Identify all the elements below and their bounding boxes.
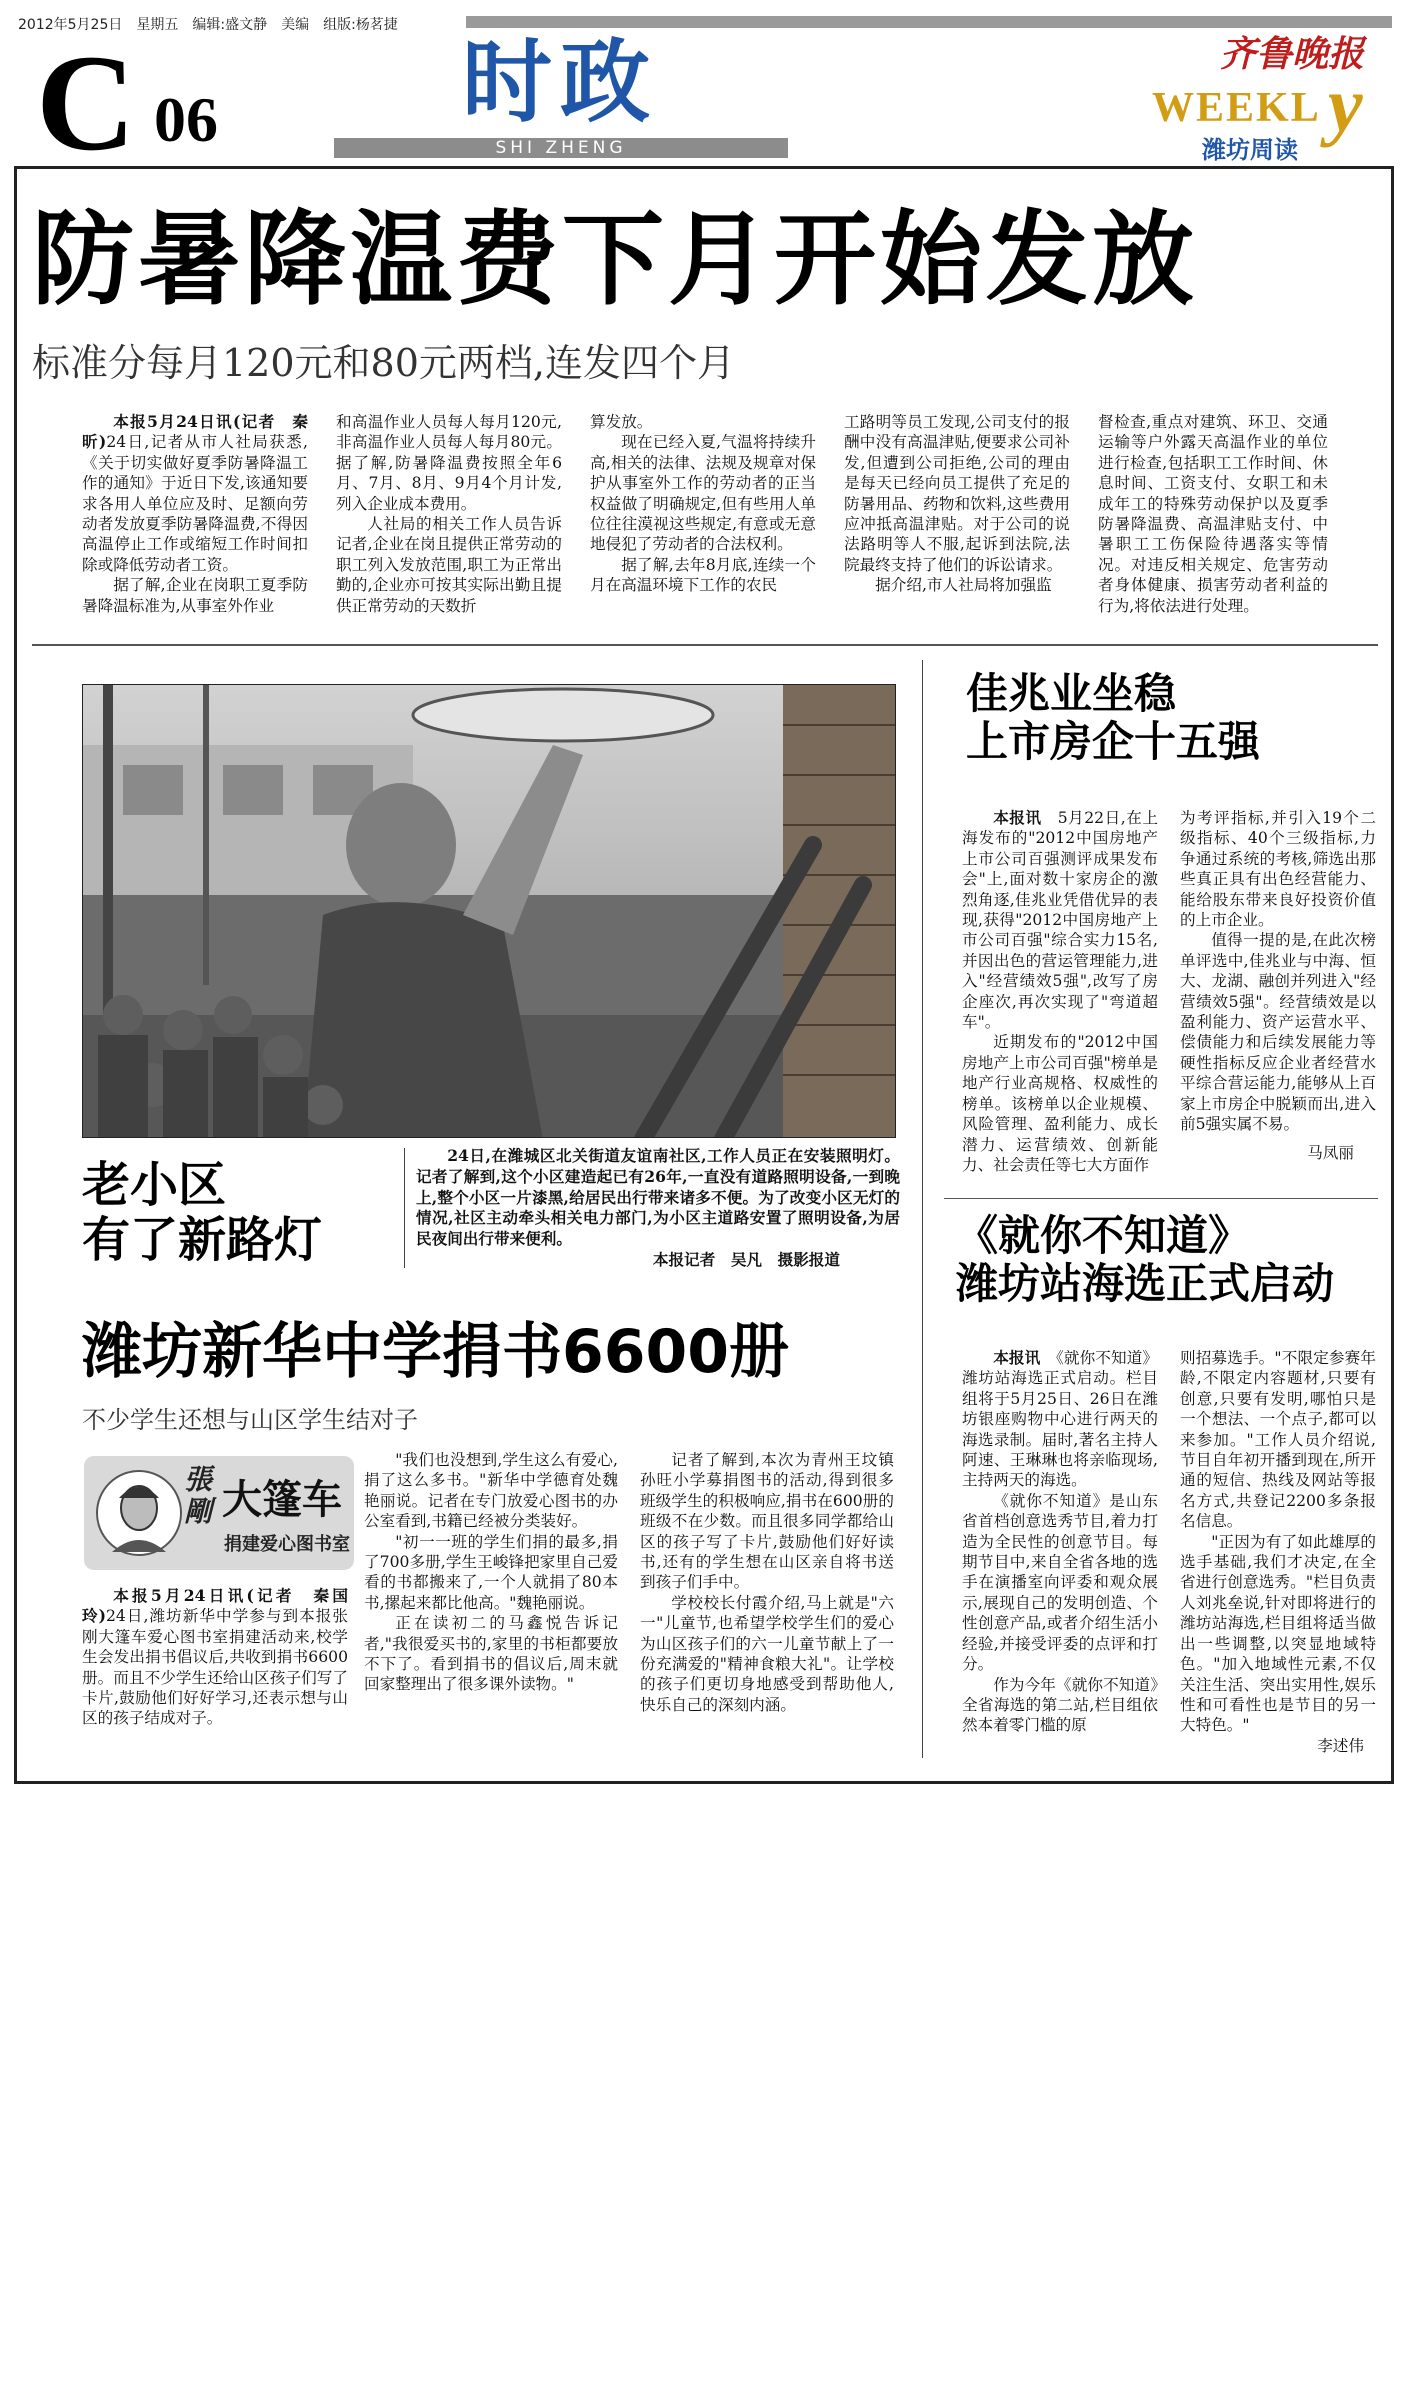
lead-subhead: 标准分每月120元和80元两档,连发四个月 <box>32 341 735 385</box>
paragraph: 工路明等员工发现,公司支付的报酬中没有高温津贴,便要求公司补发,但遭到公司拒绝,公司的理由是每天已经向员工提供了充足的防暑用品、药物和饮料,这些费用应冲抵高温津贴。对于公司的说法路明等人不服,起诉到法院,法院最终支持了他们的诉讼请求。 <box>844 413 1070 574</box>
property-column-2 <box>1180 808 1376 1163</box>
lead-dateline: 本报5月24日讯(记者 秦昕) <box>82 412 308 452</box>
lead-column-2 <box>336 412 562 616</box>
dateline: 2012年5月25日 星期五 编辑:盛文静 美编 组版:杨茗捷 <box>18 17 398 33</box>
paragraph: 学校校长付霞介绍,马上就是"六一"儿童节,也希望学校学生们的爱心为山区孩子们的六一儿童节献上了一份充满爱的"精神食粮大礼"。让学校的孩子们更切身地感受到帮助他人,快乐自己的深刻内涵。 <box>640 1593 894 1714</box>
paragraph: 《就你不知道》潍坊站海选正式启动。栏目组将于5月25日、26日在潍坊银座购物中心进行两天的海选录制。届时,著名主持人阿速、王琳琳也将亲临现场,主持两天的海选。 <box>962 1349 1158 1490</box>
photo-credit: 本报记者 吴凡 摄影报道 <box>652 1249 840 1269</box>
lead-column-5 <box>1098 412 1328 616</box>
paragraph: 据了解,企业在岗职工夏季防暑降温标准为,从事室外作业 <box>82 576 308 615</box>
property-headline-line-1: 佳兆业坐稳 <box>966 669 1177 718</box>
badge-subtitle: 捐建爱心图书室 <box>224 1534 350 1555</box>
section-pinyin: SHI ZHENG <box>495 138 627 158</box>
tv-column-2 <box>1180 1348 1376 1756</box>
paragraph: 近期发布的"2012中国房地产上市公司百强"榜单是地产行业高规格、权威性的榜单。该榜单以企业规模、风险管理、盈利能力、成长潜力、运营绩效、创新能力、社会责任等七大方面作 <box>962 1033 1158 1174</box>
school-headline: 潍坊新华中学捐书6600册 <box>82 1317 789 1387</box>
weekly-logo: WEEKL <box>1152 85 1321 131</box>
paragraph: "我们也没想到,学生这么有爱心,捐了这么多书。"新华中学德育处魏艳丽说。记者在专门放爱心图书的办公室看到,书籍已经被分类装好。 <box>364 1451 618 1531</box>
photo-headline-line-2: 有了新路灯 <box>82 1212 323 1269</box>
page-number: 06 <box>154 84 218 155</box>
tv-headline-line-1: 《就你不知道》 <box>956 1211 1251 1260</box>
paragraph: 则招募选手。"不限定参赛年龄,不限定内容题材,只要有创意,只要有发明,哪怕只是一个想法、一个点子,都可以来参加。"工作人员介绍说,节目自年初开播到现在,所开通的短信、热线及网站等报名方式,共登记2200多条报名信息。 <box>1180 1349 1376 1531</box>
paragraph: 24日,记者从市人社局获悉,《关于切实做好夏季防暑降温工作的通知》于近日下发,该通知要求各用人单位应及时、足额向劳动者发放夏季防暑降温费,不得因高温停止工作或缩短工作时间扣除或降低劳动者工资。 <box>82 433 308 574</box>
paragraph: 据了解,去年8月底,连续一个月在高温环境下工作的农民 <box>590 555 816 595</box>
photo-headline <box>82 1158 322 1268</box>
paragraph: 5月22日,在上海发布的"2012中国房地产上市公司百强测评成果发布会"上,面对数十家房企的激烈角逐,佳兆业凭借优异的表现,获得"2012中国房地产上市公司百强"综合实力15名,并因出色的营运管理能力,进入"经营绩效5强",改写了房企座次,再次实现了"弯道超车"。 <box>962 809 1158 1032</box>
newspaper-logo: 齐鲁晚报 <box>1220 33 1365 75</box>
paragraph: "初一一班的学生们捐的最多,捐了700多册,学生王峻锋把家里自己爱看的书都搬来了,一个人就捐了80本书,摞起来都比他高。"魏艳丽说。 <box>364 1532 618 1612</box>
school-column-2 <box>364 1450 618 1695</box>
property-dateline: 本报讯 <box>993 808 1042 827</box>
property-headline <box>966 670 1260 767</box>
paragraph: 算发放。 <box>590 413 653 431</box>
right-divider <box>944 1198 1378 1199</box>
caption-text: 24日,在潍城区北关街道友谊南社区,工作人员正在安装照明灯。记者了解到,这个小区建造起已有26年,一直没有道路照明设备,一到晚上,整个小区一片漆黑,给居民出行带来诸多不便。为了改变小区无灯的情况,社区主动牵头相关电力部门,为小区主道路安置了照明设备,为居民夜间出行带来便利。 <box>416 1146 900 1249</box>
paragraph: 现在已经入夏,气温将持续升高,相关的法律、法规及规章对保护从事室外工作的劳动者的正当权益做了明确规定,但有些用人单位往往漠视这些规定,有意或无意地侵犯了劳动者的合法权利。 <box>590 433 816 554</box>
school-dateline: 本报5月24日讯(记者 秦国玲) <box>82 1586 348 1626</box>
tv-dateline: 本报讯 <box>993 1348 1041 1367</box>
paragraph: 作为今年《就你不知道》全省海选的第二站,栏目组依然本着零门槛的原 <box>962 1675 1158 1735</box>
lead-column-4 <box>844 412 1070 596</box>
paragraph: 为考评指标,并引入19个二级指标、40个三级指标,力争通过系统的考核,筛选出那些真正具有出色经营能力、能给股东带来良好投资价值的上市企业。 <box>1180 809 1376 930</box>
paragraph: 督检查,重点对建筑、环卫、交通运输等户外露天高温作业的单位进行检查,包括职工工作时间、休息时间、工资支付、女职工和未成年工的特殊劳动保护以及夏季防暑降温费、高温津贴支付、中暑职工工伤保险待遇落实等情况。对违反相关规定、危害劳动者身体健康、损害劳动者利益的行为,将依法进行处理。 <box>1098 413 1328 615</box>
tv-byline: 李述伟 <box>1317 1736 1364 1755</box>
paragraph: 正在读初二的马鑫悦告诉记者,"我很爱买书的,家里的书柜都要放不下了。看到捐书的倡议后,周末就回家整理出了很多课外读物。" <box>364 1614 618 1694</box>
column-divider <box>922 660 923 1758</box>
weekly-logo-y: y <box>1328 61 1363 148</box>
paragraph: "正因为有了如此雄厚的选手基础,我们才决定,在全省进行创意选秀。"栏目负责人刘兆垒说,针对即将进行的潍坊站海选,栏目组将适当做出一些调整,以突显地域特色。"加入地域性元素,不仅关注生活、突出实用性,娱乐性和可看性也是节目的另一大特色。" <box>1180 1532 1376 1735</box>
tv-headline <box>956 1212 1334 1309</box>
tv-column-1 <box>962 1348 1158 1736</box>
section-title: 时政 <box>462 30 658 135</box>
weekly-logo-subtitle: 潍坊周读 <box>1202 136 1298 164</box>
school-subhead: 不少学生还想与山区学生结对子 <box>82 1406 418 1434</box>
section-divider <box>32 644 1378 646</box>
lead-headline: 防暑降温费下月开始发放 <box>32 201 1198 320</box>
paragraph: 值得一提的是,在此次榜单评选中,佳兆业与中海、恒大、龙湖、融创并列进入"经营绩效5强"。经营绩效是以盈利能力、资产运营水平、偿债能力和后续发展能力等硬性指标反应企业者经营水平综合营运能力,能够从上百家上市房企中脱颖而出,进入前5强实属不易。 <box>1180 931 1376 1134</box>
property-byline: 马凤丽 <box>1307 1143 1354 1162</box>
reporter-portrait-icon <box>94 1468 184 1558</box>
paragraph: 《就你不知道》是山东省首档创意选秀节目,着力打造为全民性的创意节目。每期节目中,来自全省各地的选手在演播室向评委和观众展示,展现自己的发明创造、个性创意产品,或者介绍生活小经验,并接受评委的点评和打分。 <box>962 1491 1158 1674</box>
photo-illustration <box>83 685 896 1138</box>
photo-headline-line-1: 老小区 <box>82 1157 227 1213</box>
photo-caption <box>416 1146 900 1271</box>
caption-divider <box>404 1148 405 1268</box>
paragraph: 人社局的相关工作人员告诉记者,企业在岗且提供正常劳动的职工列入发放范围,职工为正常出勤的,企业亦可按其实际出勤且提供正常劳动的天数折 <box>336 515 562 615</box>
paragraph: 24日,潍坊新华中学参与到本报张刚大篷车爱心图书室捐建活动来,校学生会发出捐书倡议后,共收到捐书6600册。而且不少学生还给山区孩子们写了卡片,鼓励他们好好学习,还表示想与山区的孩子结成对子。 <box>82 1607 348 1728</box>
street-lamp-photo <box>82 684 896 1138</box>
book-drive-badge <box>84 1456 354 1570</box>
tv-headline-line-2: 潍坊站海选正式启动 <box>956 1259 1335 1309</box>
property-column-1 <box>962 808 1158 1175</box>
paragraph: 和高温作业人员每人每月120元,非高温作业人员每人每月80元。据了解,防暑降温费按照全年6月、7月、8月、9月4个月计发,列入企业成本费用。 <box>336 413 562 513</box>
badge-title: 大篷车 <box>222 1477 342 1523</box>
school-column-3 <box>640 1450 894 1715</box>
section-letter: C <box>36 26 136 179</box>
school-column-1 <box>82 1586 348 1729</box>
lead-column-1 <box>82 412 308 616</box>
paragraph: 记者了解到,本次为青州王坟镇孙旺小学募捐图书的活动,得到很多班级学生的积极响应,捐书在600册的班级不在少数。而且很多同学都给山区的孩子写了卡片,鼓励他们好好读书,还有的学生想在山区亲自将书送到孩子们手中。 <box>640 1451 894 1592</box>
paragraph: 据介绍,市人社局将加强监 <box>875 576 1052 595</box>
lead-column-3 <box>590 412 816 596</box>
badge-name: 張剛 <box>184 1463 213 1528</box>
property-headline-line-2: 上市房企十五强 <box>966 717 1261 767</box>
